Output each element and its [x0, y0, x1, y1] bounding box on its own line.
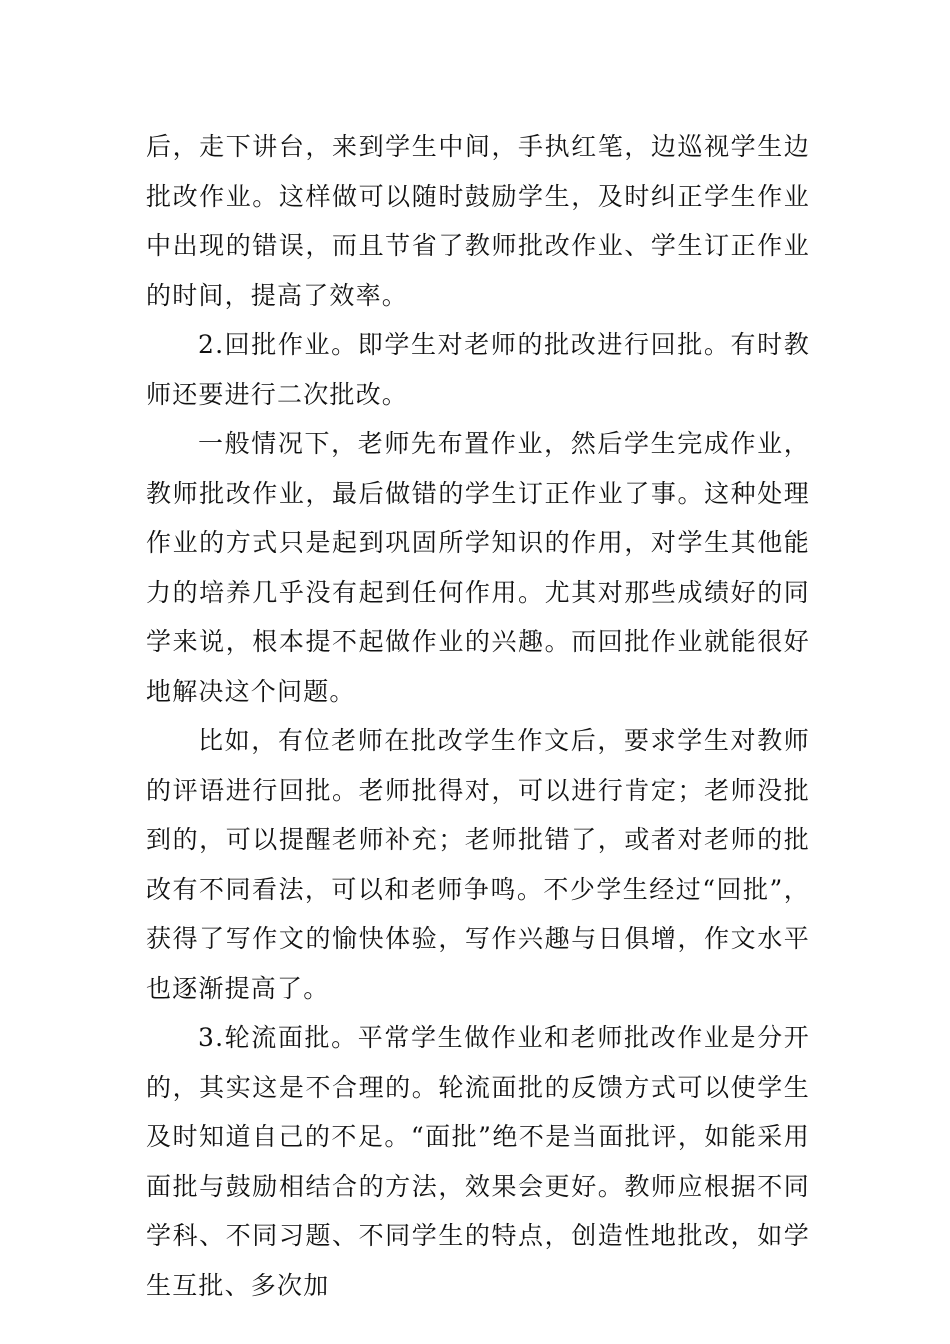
paragraph-section-2-heading: 2.回批作业。即学生对老师的批改进行回批。有时教师还要进行二次批改。	[146, 330, 810, 409]
paragraph-general-situation: 一般情况下，老师先布置作业，然后学生完成作业，教师批改作业，最后做错的学生订正作业了事。这种处理作业的方式只是起到巩固所学知识的作用，对学生其他能力的培养几乎没有起到任何作用。尤其对那些成绩好的同学来说，根本提不起做作业的兴趣。而回批作业就能很好地解决这个问题。	[146, 429, 810, 706]
paragraph-example: 比如，有位老师在批改学生作文后，要求学生对教师的评语进行回批。老师批得对，可以进行肯定；老师没批到的，可以提醒老师补充；老师批错了，或者对老师的批改有不同看法，可以和老师争鸣。不少学生经过“回批”，获得了写作文的愉快体验，写作兴趣与日俱增，作文水平也逐渐提高了。	[146, 726, 810, 1003]
document-body	[146, 122, 810, 1310]
paragraph-section-3-heading: 3.轮流面批。平常学生做作业和老师批改作业是分开的，其实这是不合理的。轮流面批的反馈方式可以使学生及时知道自己的不足。“面批”绝不是当面批评，如能采用面批与鼓励相结合的方法，效果会更好。教师应根据不同学科、不同习题、不同学生的特点，创造性地批改，如学生互批、多次加	[146, 1023, 810, 1300]
paragraph-continuation: 后，走下讲台，来到学生中间，手执红笔，边巡视学生边批改作业。这样做可以随时鼓励学生，及时纠正学生作业中出现的错误，而且节省了教师批改作业、学生订正作业的时间，提高了效率。	[146, 132, 810, 310]
